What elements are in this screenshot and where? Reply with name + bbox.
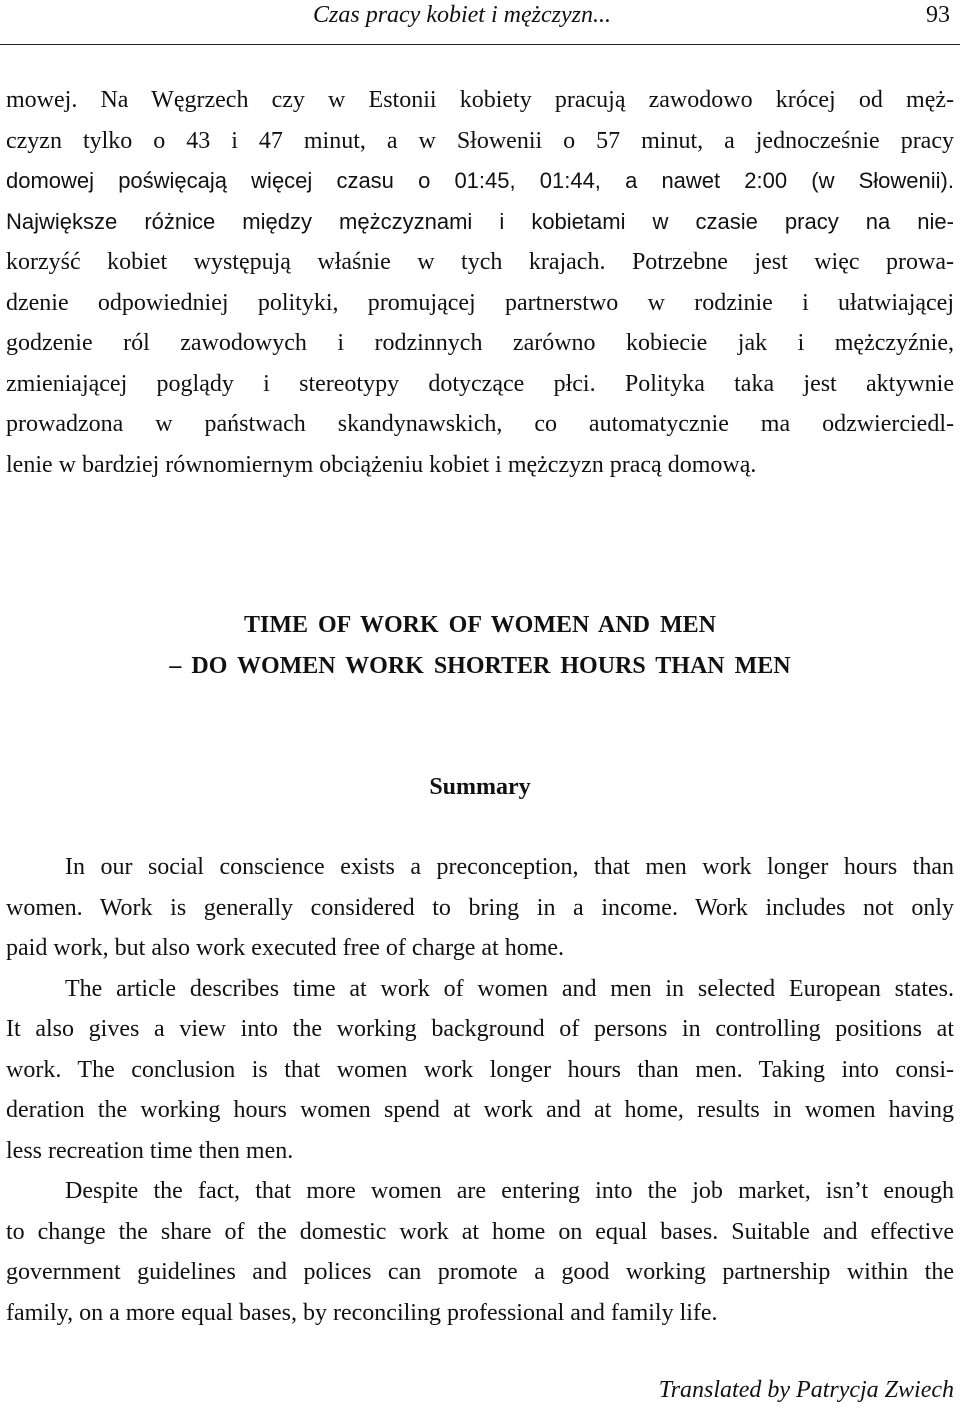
text-line: deration the working hours women spend at work and at home, results in women having (6, 1097, 954, 1123)
text-line: paid work, but also work executed free of charge at home. (6, 935, 565, 961)
text-line: godzenie ról zawodowych i rodzinnych zarówno kobiecie jak i mężczyźnie, (6, 330, 954, 356)
text-line: mowej. Na Węgrzech czy w Estonii kobiety pracują zawodowo krócej od męż- (6, 87, 954, 113)
translator-credit: Translated by Patrycja Zwiech (658, 1377, 954, 1403)
summary-text (6, 847, 954, 1333)
text-line: government guidelines and polices can promote a good working partnership within the (6, 1259, 954, 1285)
text-line: to change the share of the domestic work at home on equal bases. Suitable and effective (6, 1218, 954, 1245)
article-title-line1: TIME OF WORK OF WOMEN AND MEN (243, 612, 716, 638)
text-line: prowadzona w państwach skandynawskich, co automatycznie ma odzwierciedl- (6, 411, 954, 437)
text-line: domowej poświęcają więcej czasu o 01:45, 01:44, a nawet 2:00 (w Słowenii). (6, 168, 954, 193)
page-number: 93 (926, 2, 950, 28)
article-title-line2: – DO WOMEN WORK SHORTER HOURS THAN MEN (169, 653, 791, 679)
text-line: less recreation time then men. (6, 1137, 294, 1164)
running-header (0, 0, 960, 45)
text-line: It also gives a view into the working background of persons in controlling positions at (6, 1016, 954, 1042)
text-line: work. The conclusion is that women work longer hours than men. Taking into consi- (6, 1056, 954, 1083)
text-line: In our social conscience exists a preconception, that men work longer hours than (65, 854, 954, 880)
running-title: Czas pracy kobiet i mężczyzn... (313, 2, 611, 28)
text-line: czyzn tylko o 43 i 47 minut, a w Słowenii o 57 minut, a jednocześnie pracy (6, 127, 954, 154)
summary-heading: Summary (429, 774, 531, 800)
text-line: dzenie odpowiedniej polityki, promującej partnerstwo w rodzinie i ułatwiającej (6, 289, 954, 316)
text-line: family, on a more equal bases, by reconciling professional and family life. (6, 1299, 718, 1326)
text-line: The article describes time at work of women and men in selected European states. (65, 975, 954, 1002)
text-line: zmieniającej poglądy i stereotypy dotyczące płci. Polityka taka jest aktywnie (6, 370, 954, 397)
text-line: lenie w bardziej równomiernym obciążeniu kobiet i mężczyzn pracą domową. (6, 451, 757, 478)
text-line: Największe różnice między mężczyznami i kobietami w czasie pracy na nie- (6, 208, 954, 234)
polish-paragraph (6, 80, 954, 485)
text-line: women. Work is generally considered to bring in a income. Work includes not only (6, 894, 954, 921)
text-line: korzyść kobiet występują właśnie w tych krajach. Potrzebne jest więc prowa- (6, 249, 954, 275)
text-line: Despite the fact, that more women are entering into the job market, isn’t enough (65, 1178, 954, 1204)
